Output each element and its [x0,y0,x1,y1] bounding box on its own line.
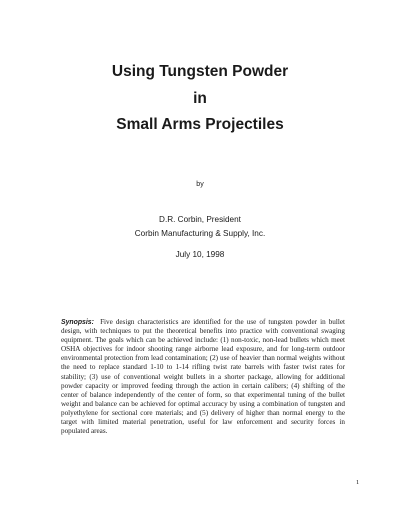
page-number: 1 [356,479,360,486]
byline: by [196,181,204,188]
title-line-1: Using Tungsten Powder [111,63,289,80]
publication-date: July 10, 1998 [175,250,225,259]
author-name: D.R. Corbin, President [159,215,241,224]
synopsis-label: Synopsis: [61,319,94,326]
title-line-2: in [193,90,207,107]
title-line-3: Small Arms Projectiles [116,116,284,133]
synopsis-paragraph [61,318,345,436]
synopsis-text: Five design characteristics are identified for the use of tungsten powder in bullet design, with techniques to put the theoretical benefits into practice with conventional swaging equipment. The goals which can be achieved include: (1) non-toxic, non-lead bullets which meet OSHA objectives for indoor shooting range airborne lead exposure, and for long-term outdoor environmental protection from lead contamination; (2) use of heavier than normal weights without the need to replace standard 1-10 to 1-14 rifling twist rate barrels with faster twist rates for stability; (3) use of conventional weight bullets in a shorter package, allowing for additional powder capacity or improved feeding through the action in certain calibers; (4) shifting of the center of balance independently of the center of form, so that experimental tuning of the bullet weight and balance can be achieved for optimal accuracy by using a combination of tungsten and polyethylene for sectional core materials; and (5) delivery of higher than normal energy to the target with limited material penetration, useful for law enforcement and security forces in populated areas. [61,318,345,436]
company-name: Corbin Manufacturing & Supply, Inc. [134,229,266,238]
